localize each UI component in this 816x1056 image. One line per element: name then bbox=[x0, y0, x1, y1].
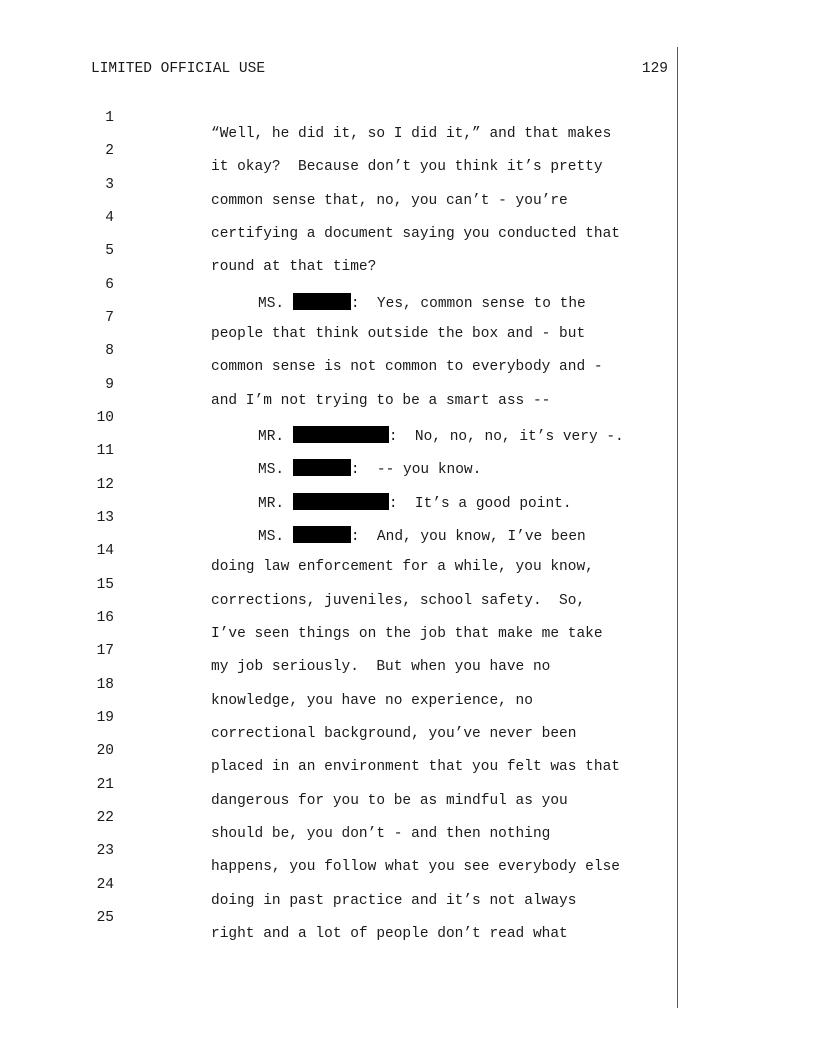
line-text: my job seriously. But when you have no bbox=[211, 659, 551, 675]
transcript-line bbox=[0, 394, 680, 445]
line-number: 20 bbox=[96, 743, 114, 759]
transcript-line bbox=[0, 127, 680, 175]
line-number: 8 bbox=[105, 343, 114, 359]
line-text: : Yes, common sense to the bbox=[350, 296, 586, 312]
transcript-line bbox=[0, 761, 680, 809]
speaker-title: MS. bbox=[258, 529, 285, 545]
line-number: 9 bbox=[105, 377, 114, 393]
transcript-line bbox=[0, 161, 680, 209]
line-number: 3 bbox=[105, 177, 114, 193]
transcript-line bbox=[0, 594, 680, 642]
speaker-title: MS. bbox=[258, 462, 285, 478]
line-number: 4 bbox=[105, 210, 114, 226]
line-text: common sense that, no, you can’t - you’re bbox=[211, 193, 568, 209]
line-number: 23 bbox=[96, 843, 114, 859]
line-text: corrections, juveniles, school safety. So, bbox=[211, 593, 586, 609]
line-text: : No, no, no, it’s very -. bbox=[388, 429, 624, 445]
transcript-line bbox=[0, 327, 680, 375]
line-text: knowledge, you have no experience, no bbox=[211, 693, 533, 709]
transcript-line bbox=[0, 527, 680, 575]
transcript-line bbox=[0, 94, 680, 142]
line-text: right and a lot of people don’t read what bbox=[211, 926, 568, 942]
transcript-line bbox=[0, 627, 680, 675]
line-number: 10 bbox=[96, 410, 114, 426]
transcript-line bbox=[0, 727, 680, 775]
transcript-line bbox=[0, 661, 680, 709]
line-number: 15 bbox=[96, 577, 114, 593]
line-text: I’ve seen things on the job that make me take bbox=[211, 626, 603, 642]
line-number: 21 bbox=[96, 777, 114, 793]
line-text: “Well, he did it, so I did it,” and that makes bbox=[211, 126, 612, 142]
speaker-title: MR. bbox=[258, 429, 285, 445]
transcript-line bbox=[0, 427, 680, 478]
line-number: 1 bbox=[105, 110, 114, 126]
transcript-line bbox=[0, 827, 680, 875]
transcript-line bbox=[0, 494, 680, 545]
line-text: common sense is not common to everybody and - bbox=[211, 359, 603, 375]
line-number: 24 bbox=[96, 877, 114, 893]
page-number: 129 bbox=[641, 61, 668, 77]
transcript-line bbox=[0, 794, 680, 842]
transcript-line bbox=[0, 861, 680, 909]
line-text: correctional background, you’ve never been bbox=[211, 726, 577, 742]
line-number: 19 bbox=[96, 710, 114, 726]
transcript-line bbox=[0, 694, 680, 742]
transcript-line bbox=[0, 894, 680, 942]
line-text: : And, you know, I’ve been bbox=[350, 529, 586, 545]
line-number: 18 bbox=[96, 677, 114, 693]
transcript-line bbox=[0, 361, 680, 409]
line-text: placed in an environment that you felt was that bbox=[211, 759, 620, 775]
transcript-line bbox=[0, 294, 680, 342]
line-number: 11 bbox=[96, 443, 114, 459]
transcript-line bbox=[0, 227, 680, 275]
line-number: 2 bbox=[105, 143, 114, 159]
classification-header: LIMITED OFFICIAL USE bbox=[91, 61, 266, 77]
transcript-line bbox=[0, 194, 680, 242]
line-number: 13 bbox=[96, 510, 114, 526]
transcript-line bbox=[0, 461, 680, 512]
line-text: and I’m not trying to be a smart ass -- bbox=[211, 393, 551, 409]
line-text: it okay? Because don’t you think it’s pretty bbox=[211, 159, 603, 175]
line-text: doing in past practice and it’s not always bbox=[211, 893, 577, 909]
line-number: 6 bbox=[105, 277, 114, 293]
line-text: dangerous for you to be as mindful as you bbox=[211, 793, 568, 809]
line-text: doing law enforcement for a while, you know, bbox=[211, 559, 594, 575]
line-text: should be, you don’t - and then nothing bbox=[211, 826, 551, 842]
line-text: happens, you follow what you see everybody else bbox=[211, 859, 620, 875]
transcript-line bbox=[0, 261, 680, 312]
line-number: 25 bbox=[96, 910, 114, 926]
line-number: 7 bbox=[105, 310, 114, 326]
line-text: people that think outside the box and - but bbox=[211, 326, 586, 342]
speaker-title: MR. bbox=[258, 496, 285, 512]
line-number: 12 bbox=[96, 477, 114, 493]
transcript-line bbox=[0, 561, 680, 609]
line-number: 5 bbox=[105, 243, 114, 259]
line-text: : It’s a good point. bbox=[388, 496, 572, 512]
line-number: 17 bbox=[96, 643, 114, 659]
line-text: certifying a document saying you conducted that bbox=[211, 226, 620, 242]
line-text: : -- you know. bbox=[350, 462, 482, 478]
line-number: 14 bbox=[96, 543, 114, 559]
line-number: 16 bbox=[96, 610, 114, 626]
line-number: 22 bbox=[96, 810, 114, 826]
speaker-title: MS. bbox=[258, 296, 285, 312]
line-text: round at that time? bbox=[211, 259, 377, 275]
